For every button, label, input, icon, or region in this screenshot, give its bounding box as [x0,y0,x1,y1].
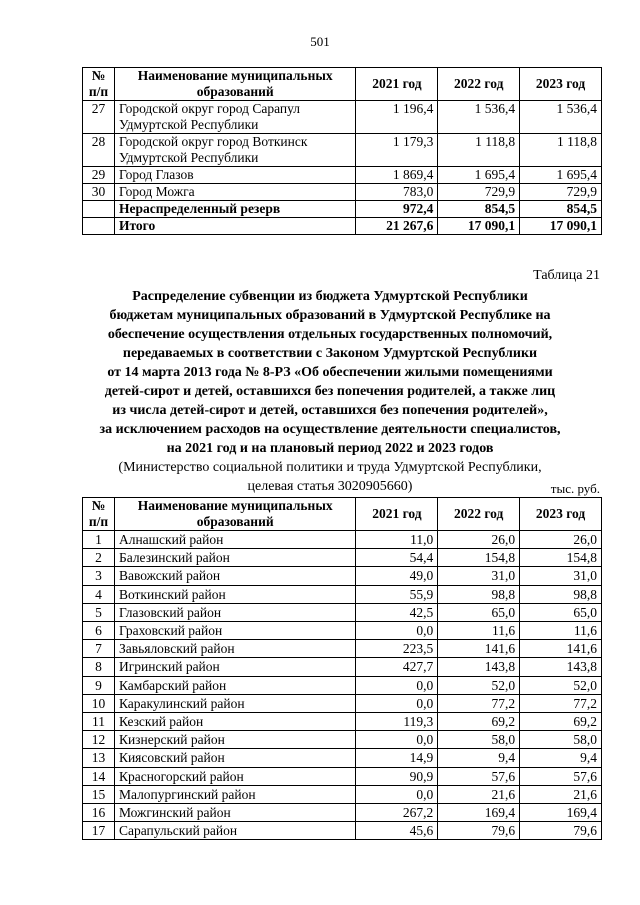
value-2023: 1 536,4 [520,101,602,134]
title-line: передаваемых в соответствии с Законом Удмуртской Республики [122,346,538,361]
value-2021: 0,0 [356,785,438,803]
table-body [83,531,602,840]
table-row [83,603,602,621]
row-number: 8 [83,658,115,676]
value-2022: 52,0 [438,676,520,694]
municipality-name: Город Можга [114,184,356,201]
municipality-name: Игринский район [114,658,356,676]
table-row [83,531,602,549]
subtitle-line: целевая статья 3020905660) [247,479,413,494]
municipality-name: Городской округ город Воткинск Удмуртской Республики [114,134,356,167]
row-number: 16 [83,804,115,822]
title-lines [60,287,600,458]
value-2023: 69,2 [520,713,602,731]
value-2022: 31,0 [438,567,520,585]
row-number: 17 [83,822,115,840]
row-number: 29 [83,167,115,184]
value-2021: 1 869,4 [356,167,438,184]
value-2021: 14,9 [356,749,438,767]
value-2021: 0,0 [356,694,438,712]
value-2022: 58,0 [438,731,520,749]
value-2023: 98,8 [520,585,602,603]
row-number: 14 [83,767,115,785]
value-2023: 65,0 [520,603,602,621]
row-number: 5 [83,603,115,621]
table-row [83,567,602,585]
value-2021: 21 267,6 [356,218,438,235]
municipality-name: Кезский район [114,713,356,731]
row-number: 13 [83,749,115,767]
value-2022: 9,4 [438,749,520,767]
row-number: 3 [83,567,115,585]
row-number: 10 [83,694,115,712]
header-2022: 2022 год [438,68,520,101]
row-number: 2 [83,549,115,567]
row-number: 12 [83,731,115,749]
title-line: от 14 марта 2013 года № 8-РЗ «Об обеспечении жилыми помещениями [107,365,553,380]
value-2023: 854,5 [520,201,602,218]
value-2021: 45,6 [356,822,438,840]
value-2022: 21,6 [438,785,520,803]
value-2023: 58,0 [520,731,602,749]
table-title [60,287,600,496]
table-row [83,184,602,201]
value-2021: 1 179,3 [356,134,438,167]
table-row [83,822,602,840]
table-row [83,549,602,567]
value-2022: 65,0 [438,603,520,621]
table-body [83,101,602,235]
subtitle-line: (Министерство социальной политики и труда Удмуртской Республики, [118,460,542,475]
value-2022: 98,8 [438,585,520,603]
empty-cell [83,201,115,218]
table-row [83,749,602,767]
title-line: за исключением расходов на осуществление деятельности специалистов, [99,422,561,437]
row-number: 28 [83,134,115,167]
value-2021: 90,9 [356,767,438,785]
municipality-name: Вавожский район [114,567,356,585]
municipality-name: Каракулинский район [114,694,356,712]
subvention-table-21 [82,497,602,840]
table-row [83,658,602,676]
value-2022: 169,4 [438,804,520,822]
row-number: 1 [83,531,115,549]
row-number: 15 [83,785,115,803]
table-row [83,585,602,603]
table-header-row [83,498,602,531]
header-2023: 2023 год [520,498,602,531]
value-2022: 143,8 [438,658,520,676]
table-row [83,804,602,822]
header-name: Наименование муниципальных образований [114,498,356,531]
summary-label: Нераспределенный резерв [114,201,356,218]
value-2022: 729,9 [438,184,520,201]
value-2021: 0,0 [356,676,438,694]
row-number: 6 [83,622,115,640]
value-2023: 57,6 [520,767,602,785]
value-2023: 154,8 [520,549,602,567]
value-2022: 1 536,4 [438,101,520,134]
table-row [83,785,602,803]
value-2023: 729,9 [520,184,602,201]
empty-cell [83,218,115,235]
municipality-name: Граховский район [114,622,356,640]
table-header-row [83,68,602,101]
value-2023: 141,6 [520,640,602,658]
value-2021: 1 196,4 [356,101,438,134]
table-row [83,731,602,749]
row-number: 9 [83,676,115,694]
allocation-table-continued [82,67,602,235]
summary-label: Итого [114,218,356,235]
table-row [83,167,602,184]
header-name: Наименование муниципальных образований [114,68,356,101]
municipality-name: Глазовский район [114,603,356,621]
row-number: 7 [83,640,115,658]
value-2021: 223,5 [356,640,438,658]
value-2023: 21,6 [520,785,602,803]
table-row [83,676,602,694]
value-2022: 77,2 [438,694,520,712]
municipality-name: Сарапульский район [114,822,356,840]
value-2021: 0,0 [356,622,438,640]
municipality-name: Завьяловский район [114,640,356,658]
municipality-name: Город Глазов [114,167,356,184]
table-row [83,622,602,640]
value-2022: 154,8 [438,549,520,567]
value-2023: 1 695,4 [520,167,602,184]
header-2021: 2021 год [356,498,438,531]
header-number: № п/п [83,68,115,101]
header-2022: 2022 год [438,498,520,531]
subtitle-lines [60,458,600,496]
table-row [83,640,602,658]
table-caption: Таблица 21 [533,268,600,283]
value-2021: 427,7 [356,658,438,676]
title-line: детей-сирот и детей, оставшихся без попечения родителей, а также лиц [104,384,556,399]
value-2021: 55,9 [356,585,438,603]
value-2022: 11,6 [438,622,520,640]
value-2022: 141,6 [438,640,520,658]
value-2021: 119,3 [356,713,438,731]
municipality-name: Можгинский район [114,804,356,822]
row-number: 4 [83,585,115,603]
value-2022: 17 090,1 [438,218,520,235]
title-line: обеспечение осуществления отдельных государственных полномочий, [107,327,553,342]
value-2023: 1 118,8 [520,134,602,167]
value-2021: 267,2 [356,804,438,822]
value-2021: 783,0 [356,184,438,201]
municipality-name: Кизнерский район [114,731,356,749]
row-number: 30 [83,184,115,201]
value-2023: 79,6 [520,822,602,840]
reserve-row [83,201,602,218]
table-row [83,713,602,731]
value-2021: 49,0 [356,567,438,585]
value-2022: 26,0 [438,531,520,549]
value-2023: 17 090,1 [520,218,602,235]
value-2023: 11,6 [520,622,602,640]
value-2022: 1 695,4 [438,167,520,184]
value-2022: 1 118,8 [438,134,520,167]
value-2023: 52,0 [520,676,602,694]
municipality-name: Городской округ город Сарапул Удмуртской Республики [114,101,356,134]
value-2021: 972,4 [356,201,438,218]
header-2023: 2023 год [520,68,602,101]
municipality-name: Воткинский район [114,585,356,603]
header-number: № п/п [83,498,115,531]
municipality-name: Киясовский район [114,749,356,767]
municipality-name: Камбарский район [114,676,356,694]
table-row [83,694,602,712]
value-2021: 0,0 [356,731,438,749]
value-2023: 77,2 [520,694,602,712]
value-2023: 26,0 [520,531,602,549]
page-number: 501 [310,34,330,49]
row-number: 11 [83,713,115,731]
municipality-name: Красногорский район [114,767,356,785]
value-2023: 169,4 [520,804,602,822]
title-line: на 2021 год и на плановый период 2022 и 2023 годов [166,441,494,456]
row-number: 27 [83,101,115,134]
value-2023: 9,4 [520,749,602,767]
value-2022: 57,6 [438,767,520,785]
value-2021: 11,0 [356,531,438,549]
value-2023: 143,8 [520,658,602,676]
title-line: бюджетам муниципальных образований в Удмуртской Республике на [109,308,551,323]
table-row [83,101,602,134]
value-2022: 854,5 [438,201,520,218]
total-row [83,218,602,235]
table-row [83,134,602,167]
municipality-name: Балезинский район [114,549,356,567]
value-2022: 69,2 [438,713,520,731]
table-row [83,767,602,785]
header-2021: 2021 год [356,68,438,101]
municipality-name: Малопургинский район [114,785,356,803]
municipality-name: Алнашский район [114,531,356,549]
value-2021: 54,4 [356,549,438,567]
title-line: Распределение субвенции из бюджета Удмуртской Республики [132,289,528,304]
value-2023: 31,0 [520,567,602,585]
units-label: тыс. руб. [550,481,600,496]
title-line: из числа детей-сирот и детей, оставшихся без попечения родителей», [112,403,548,418]
value-2022: 79,6 [438,822,520,840]
value-2021: 42,5 [356,603,438,621]
